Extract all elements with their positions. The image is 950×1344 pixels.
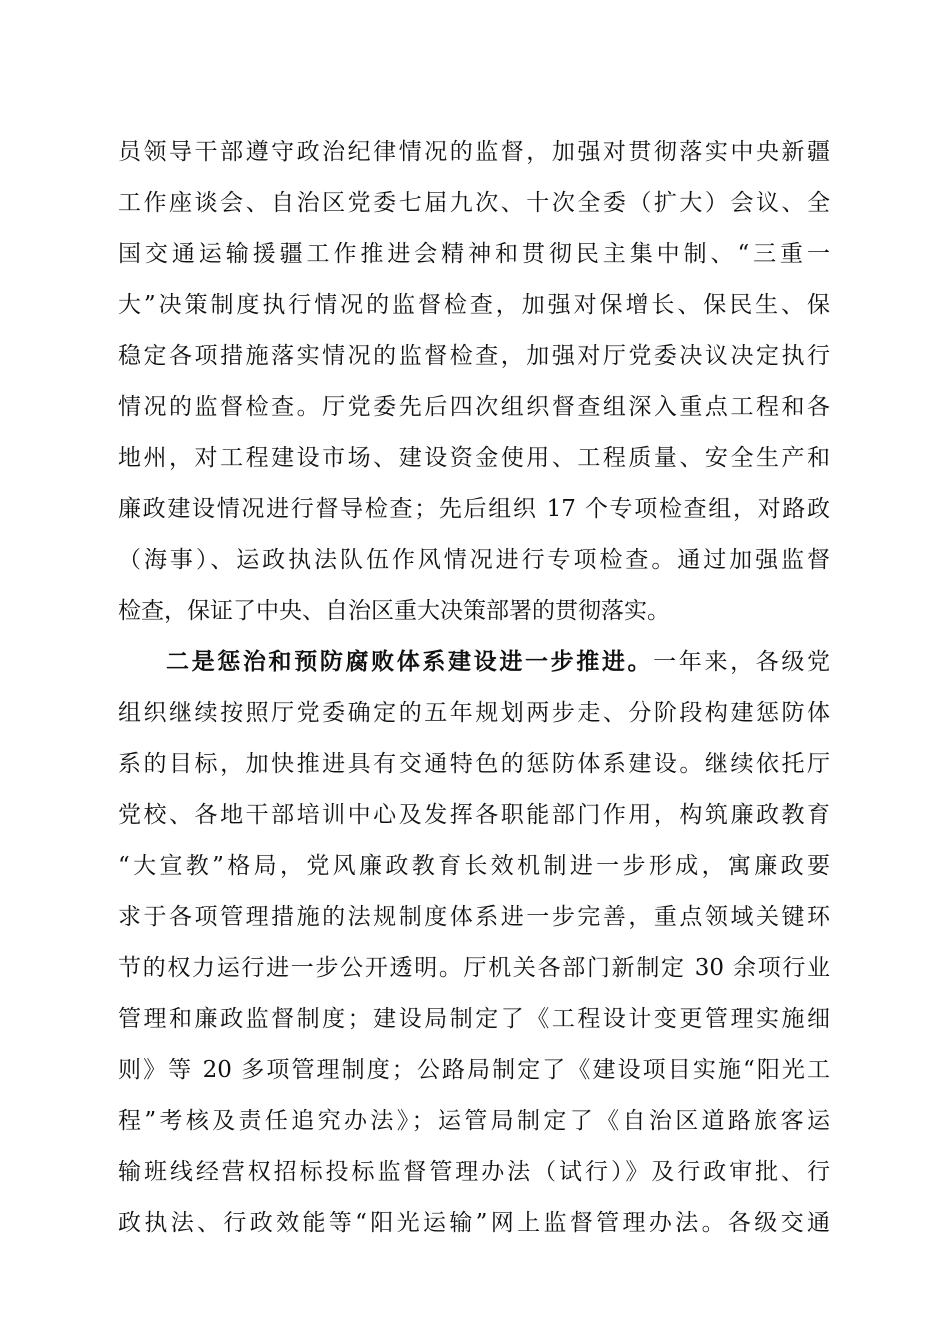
paragraph-1-line-2: 工作座谈会、自治区党委七届九次、十次全委（扩大）会议、全	[118, 190, 830, 216]
paragraph-2-line-2: 组织继续按照厅党委确定的五年规划两步走、分阶段构建惩防体	[118, 700, 830, 726]
paragraph-2-line-11: 输班线经营权招标投标监督管理办法（试行）》及行政审批、行	[118, 1159, 830, 1185]
paragraph-2-line-1	[166, 646, 830, 678]
paragraph-2-line-8: 管理和廉政监督制度；建设局制定了《工程设计变更管理实施细	[118, 1006, 830, 1032]
paragraph-1-line-3: 国交通运输援疆工作推进会精神和贯彻民主集中制、“三重一	[118, 241, 830, 267]
paragraph-1-line-1: 员领导干部遵守政治纪律情况的监督，加强对贯彻落实中央新疆	[118, 139, 830, 165]
paragraph-1-line-9: （海事）、运政执法队伍作风情况进行专项检查。通过加强监督	[118, 547, 830, 573]
paragraph-1-line-4: 大”决策制度执行情况的监督检查，加强对保增长、保民生、保	[118, 292, 830, 318]
paragraph-1-line-8: 廉政建设情况进行督导检查；先后组织 17 个专项检查组，对路政	[118, 496, 830, 522]
paragraph-2-line-3: 系的目标，加快推进具有交通特色的惩防体系建设。继续依托厅	[118, 751, 830, 777]
paragraph-1-line-6: 情况的监督检查。厅党委先后四次组织督查组深入重点工程和各	[118, 394, 830, 420]
paragraph-1-line-10: 检查，保证了中央、自治区重大决策部署的贯彻落实。	[118, 598, 670, 624]
paragraph-2-line-7: 节的权力运行进一步公开透明。厅机关各部门新制定 30 余项行业	[118, 955, 830, 981]
paragraph-2-first-line-text: 一年来，各级党	[653, 649, 831, 675]
paragraph-2-lead-heading: 二是惩治和预防腐败体系建设进一步推进。	[166, 648, 654, 675]
paragraph-2-line-5: “大宣教”格局，党风廉政教育长效机制进一步形成，寓廉政要	[118, 853, 830, 879]
paragraph-2-line-9: 则》等 20 多项管理制度；公路局制定了《建设项目实施“阳光工	[118, 1057, 830, 1083]
paragraph-2-line-12: 政执法、行政效能等“阳光运输”网上监督管理办法。各级交通	[118, 1210, 830, 1236]
paragraph-2-line-6: 求于各项管理措施的法规制度体系进一步完善，重点领域关键环	[118, 904, 830, 930]
paragraph-2-line-10: 程”考核及责任追究办法》；运管局制定了《自治区道路旅客运	[118, 1108, 830, 1134]
paragraph-2-line-4: 党校、各地干部培训中心及发挥各职能部门作用，构筑廉政教育	[118, 802, 830, 828]
paragraph-1-line-5: 稳定各项措施落实情况的监督检查，加强对厅党委决议决定执行	[118, 343, 830, 369]
paragraph-1-line-7: 地州，对工程建设市场、建设资金使用、工程质量、安全生产和	[118, 445, 830, 471]
